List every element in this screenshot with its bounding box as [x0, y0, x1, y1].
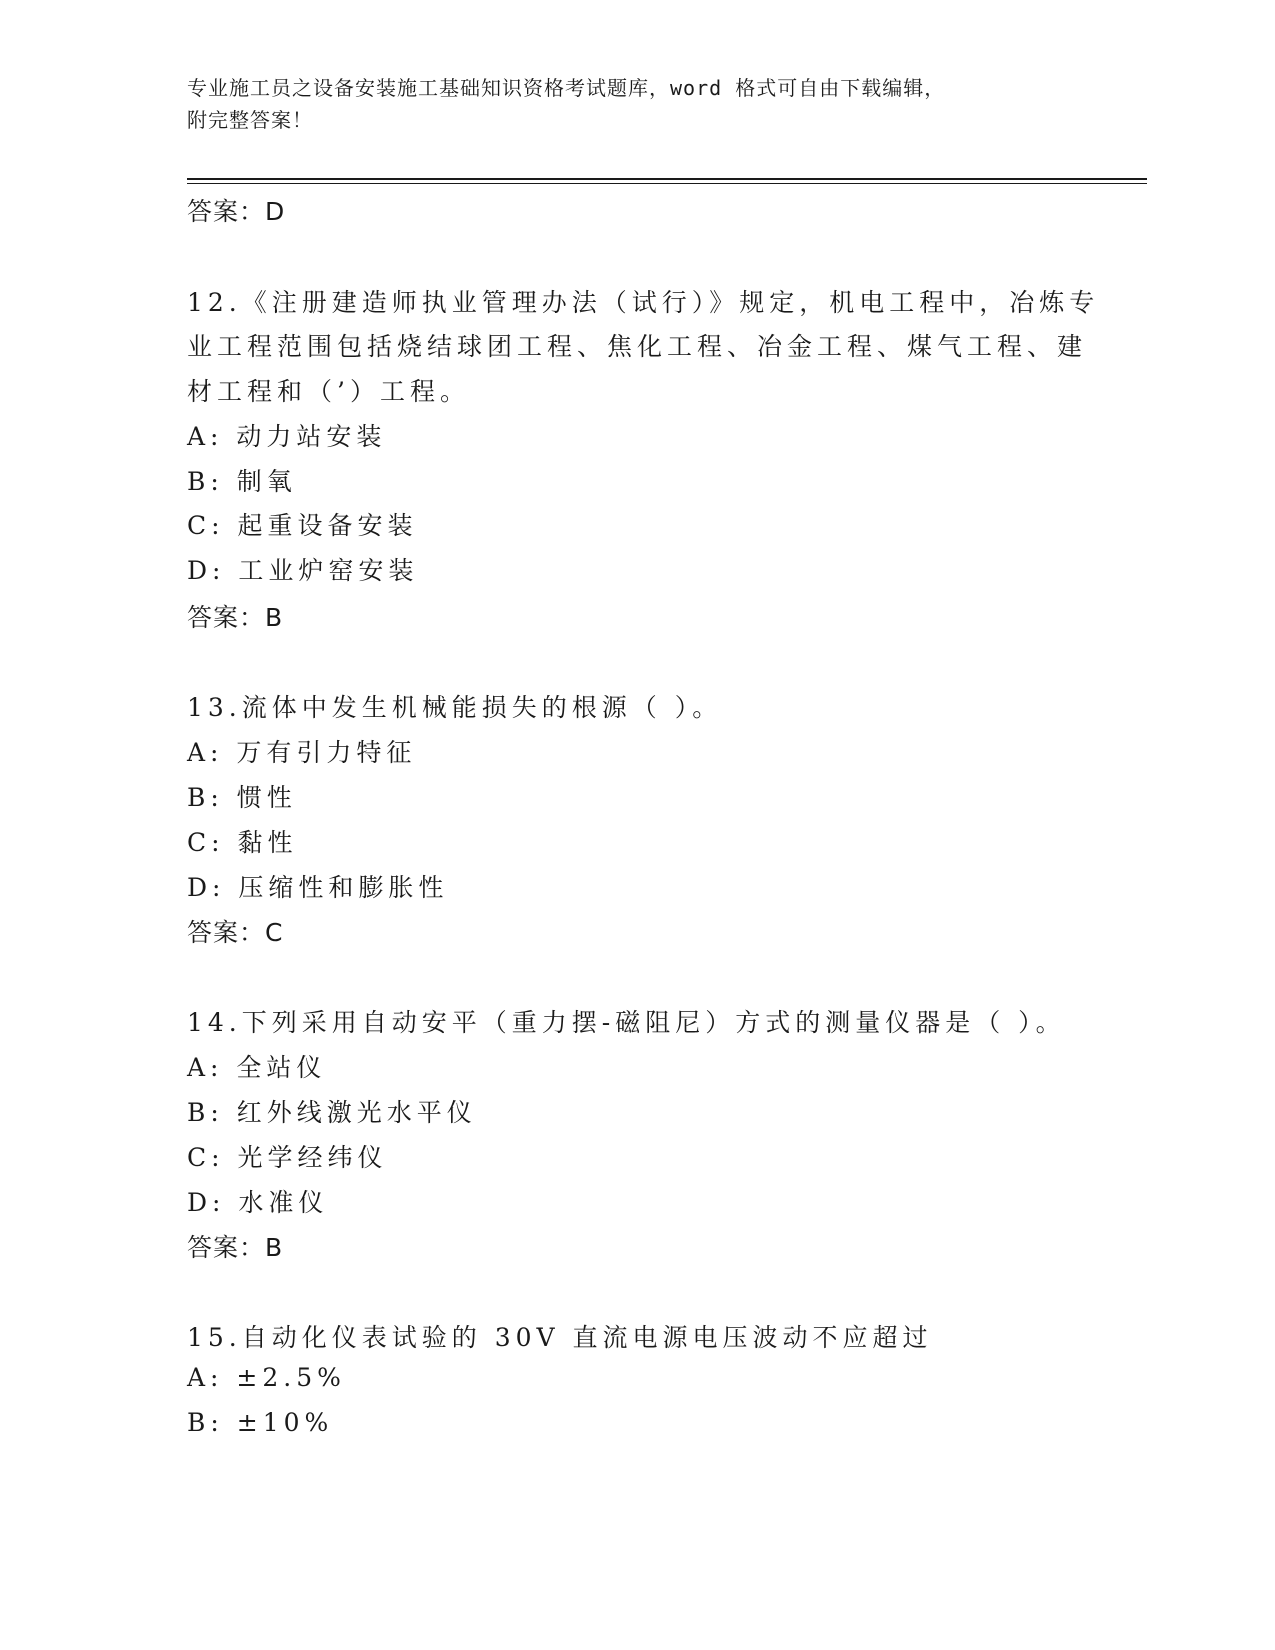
q14-option-b: B: 红外线激光水平仪 [187, 1098, 477, 1127]
q14-option-a: A: 全站仪 [187, 1053, 327, 1082]
header-divider-thin [187, 183, 1147, 184]
q13-text-line-1: 13.流体中发生机械能损失的根源（ ）。 [187, 693, 723, 722]
header-line-1: 专业施工员之设备安装施工基础知识资格考试题库，word 格式可自由下载编辑， [187, 76, 946, 100]
q13-option-d: D: 压缩性和膨胀性 [187, 873, 449, 902]
answer-previous: 答案：D [187, 197, 286, 226]
header-line-2: 附完整答案！ [187, 108, 313, 132]
q12-option-b: B: 制氧 [187, 467, 297, 496]
q14-answer: 答案：B [187, 1233, 284, 1262]
q14-text-line-1: 14.下列采用自动安平（重力摆-磁阻尼）方式的测量仪器是（ ）。 [187, 1008, 1066, 1037]
q15-option-b: B: ±10% [187, 1408, 334, 1437]
q13-option-b: B: 惯性 [187, 783, 297, 812]
q12-option-c: C: 起重设备安装 [187, 511, 418, 540]
header-divider-thick [187, 178, 1147, 180]
q12-text-line-3: 材工程和（’）工程。 [187, 377, 470, 406]
q13-option-c: C: 黏性 [187, 828, 298, 857]
q13-option-a: A: 万有引力特征 [187, 738, 417, 767]
q12-text-line-1: 12.《注册建造师执业管理办法（试行）》规定，机电工程中，冶炼专 [187, 288, 1100, 317]
q12-option-d: D: 工业炉窑安装 [187, 556, 419, 585]
q12-option-a: A: 动力站安装 [187, 422, 387, 451]
q13-answer: 答案：C [187, 918, 284, 947]
document-header [187, 72, 1067, 136]
q15-text-line-1: 15.自动化仪表试验的 30V 直流电源电压波动不应超过 [187, 1323, 933, 1352]
q14-option-d: D: 水准仪 [187, 1188, 329, 1217]
q14-option-c: C: 光学经纬仪 [187, 1143, 388, 1172]
q12-answer: 答案：B [187, 603, 284, 632]
q15-option-a: A: ±2.5% [187, 1363, 346, 1392]
q12-text-line-2: 业工程范围包括烧结球团工程、焦化工程、冶金工程、煤气工程、建 [187, 332, 1088, 361]
